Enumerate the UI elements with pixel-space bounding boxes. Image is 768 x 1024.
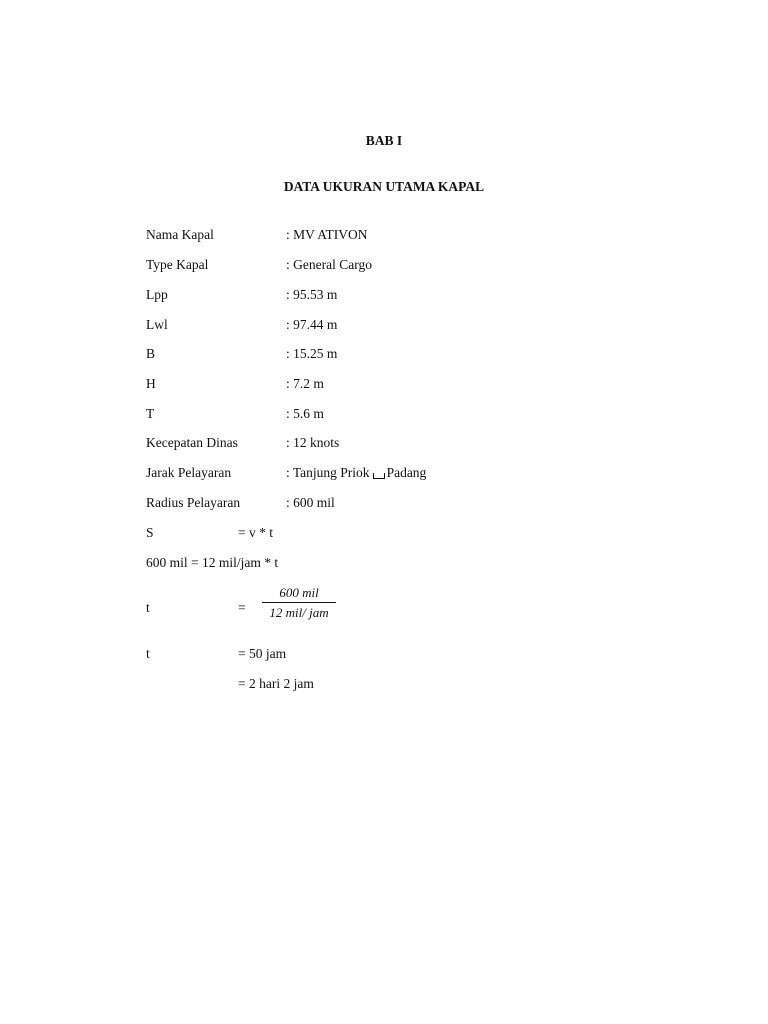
spec-label-h: H — [146, 376, 156, 391]
spec-label-radius-pelayaran: Radius Pelayaran — [146, 495, 241, 510]
spec-value-b: : 15.25 m — [286, 346, 338, 361]
calc-t-result-hours: = 50 jam — [238, 646, 287, 661]
spec-value-nama-kapal: : MV ATIVON — [286, 227, 368, 242]
calc-t-equals-1: = — [238, 600, 246, 615]
calc-substitution: 600 mil = 12 mil/jam * t — [146, 555, 279, 570]
calc-t-label-2: t — [146, 646, 150, 661]
calc-t-label-1: t — [146, 600, 150, 615]
calc-s-equation: = v * t — [238, 525, 273, 540]
calc-s-label: S — [146, 525, 154, 540]
spec-label-type-kapal: Type Kapal — [146, 257, 209, 272]
spec-label-b: B — [146, 346, 156, 361]
chapter-heading: BAB I — [365, 133, 403, 148]
spec-value-lpp: : 95.53 m — [286, 287, 338, 302]
spec-value-type-kapal: : General Cargo — [286, 257, 372, 272]
fraction-numerator: 600 mil — [279, 585, 319, 600]
spec-label-t: T — [146, 406, 155, 421]
fraction-denominator: 12 mil/ jam — [269, 605, 329, 620]
spec-label-nama-kapal: Nama Kapal — [146, 227, 214, 242]
spec-value-t: : 5.6 m — [286, 406, 324, 421]
spec-value-radius-pelayaran: : 600 mil — [286, 495, 335, 510]
spec-label-kecepatan-dinas: Kecepatan Dinas — [146, 435, 238, 450]
spec-value-jarak-pelayaran — [286, 466, 426, 480]
calc-fraction — [262, 586, 336, 619]
spec-value-kecepatan-dinas: : 12 knots — [286, 435, 340, 450]
spec-label-lpp: Lpp — [146, 287, 168, 302]
route-origin: : Tanjung Priok — [286, 465, 370, 480]
route-destination: Padang — [386, 465, 427, 480]
spec-value-lwl: : 97.44 m — [286, 317, 338, 332]
fraction-bar — [262, 602, 336, 603]
document-title: DATA UKURAN UTAMA KAPAL — [283, 179, 485, 194]
calc-t-result-days: = 2 hari 2 jam — [238, 676, 314, 691]
spec-value-h: : 7.2 m — [286, 376, 324, 391]
spec-label-jarak-pelayaran: Jarak Pelayaran — [146, 465, 232, 480]
route-arrow-icon — [373, 473, 385, 479]
spec-label-lwl: Lwl — [146, 317, 168, 332]
